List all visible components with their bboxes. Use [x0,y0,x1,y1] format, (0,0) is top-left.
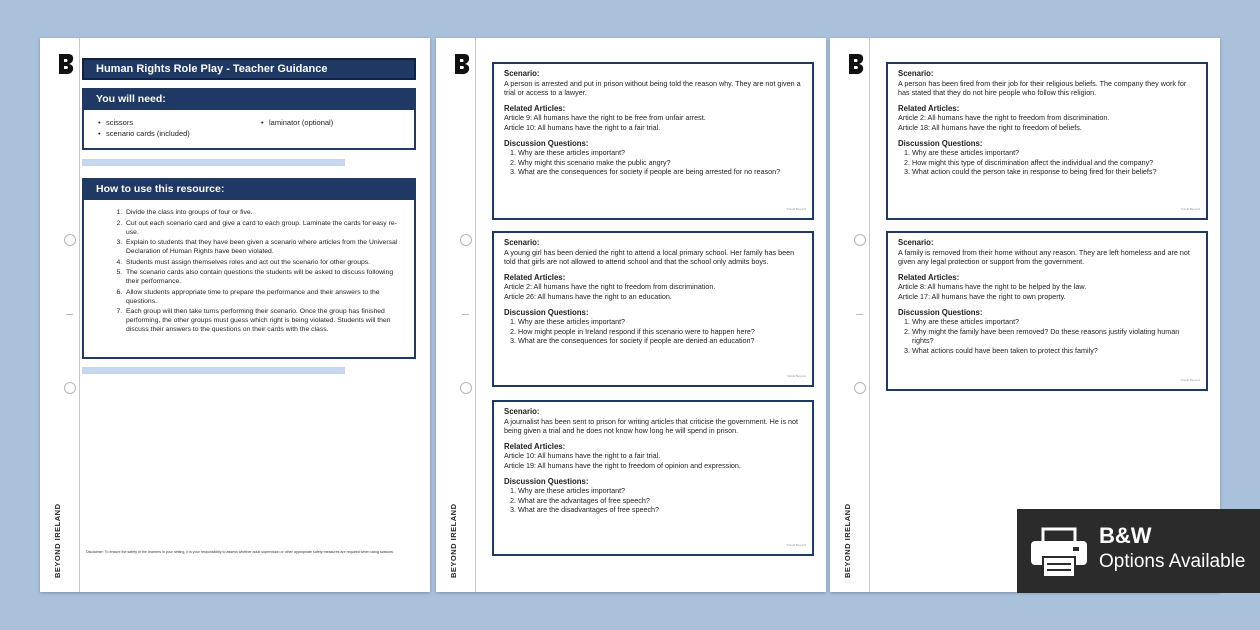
related-heading: Related Articles: [504,103,566,113]
punch-hole [64,382,76,394]
question-item: 2. Why might this scenario make the public angry? [518,158,804,168]
questions-heading: Discussion Questions: [898,307,983,317]
questions-list [504,317,804,346]
scenario-card [886,62,1208,220]
question-item: 1. Why are these articles important? [518,486,804,496]
materials-heading: You will need: [84,90,414,110]
guidance-page [40,38,430,592]
article-line: Article 2: All humans have the right to freedom from discrimination. [504,282,716,292]
scenario-text: A journalist has been sent to prison for writing articles that criticise the government. He is not being given a trial and he does not know how long he will spend in prison. [504,416,799,436]
beyond-logo-icon [56,52,76,76]
questions-list [504,486,804,515]
article-line: Article 18: All humans have the right to freedom of beliefs. [898,122,1082,132]
punch-hole [64,234,76,246]
bw-title: B&W [1099,523,1152,548]
question-item: 3. What actions could have been taken to protect this family? [912,346,1198,356]
beyond-logo-icon [452,52,472,76]
materials-list [84,110,414,148]
instructions-heading: How to use this resource: [84,180,414,200]
scenario-heading: Scenario: [504,69,540,78]
brand-side-label: BEYOND IRELAND [449,503,458,578]
instruction-step: 1. Divide the class into groups of four or five. [124,208,400,217]
article-line: Article 19: All humans have the right to freedom of opinion and expression. [504,460,741,470]
punch-hole [460,234,472,246]
article-line: Article 26: All humans have the right to an education. [504,291,672,301]
scenario-card [492,400,814,556]
question-item: 3. What action could the person take in response to being fired for their beliefs? [912,167,1198,177]
related-heading: Related Articles: [504,441,566,451]
instruction-step: 2. Cut out each scenario card and give a card to each group. Laminate the cards for easy re-use. [124,219,400,237]
scenario-page-1 [436,38,826,592]
instructions-box [82,178,416,359]
scenario-card [492,231,814,387]
scenario-heading: Scenario: [504,238,540,247]
card-footer: Twinkl Beyond [1180,378,1200,383]
fold-mark [66,314,73,315]
scenario-text: A young girl has been denied the right to attend a local primary school. Her family has been told that girls are not allowed to attend school and that the school only admits boys. [504,247,795,267]
scenario-text: A person has been fired from their job for their religious beliefs. The company they work for has stated that they do not hire people who follow this religion. [898,78,1187,98]
question-item: 3. What are the consequences for society if people are being arrested for no reason? [518,167,804,177]
question-item: 1. Why are these articles important? [518,148,804,158]
materials-item: • laminator (optional) [269,118,333,127]
questions-heading: Discussion Questions: [898,138,983,148]
card-footer: Twinkl Beyond [786,207,806,212]
instruction-step: 5. The scenario cards also contain questions the students will be asked to discuss following their performance. [124,268,400,286]
binding-margin [475,38,476,592]
questions-heading: Discussion Questions: [504,476,589,486]
materials-item: • scenario cards (included) [106,129,190,138]
punch-hole [854,382,866,394]
printer-icon [1029,527,1089,579]
scenario-card [886,231,1208,391]
scenario-heading: Scenario: [898,69,934,78]
article-line: Article 9: All humans have the right to be free from unfair arrest. [504,113,706,123]
materials-item: • scissors [106,118,133,127]
instruction-step: 6. Allow students appropriate time to prepare the performance and their answers to the questions. [124,288,400,306]
related-heading: Related Articles: [504,272,566,282]
card-footer: Twinkl Beyond [786,374,806,379]
question-item: 1. Why are these articles important? [518,317,804,327]
questions-list [504,148,804,177]
question-item: 2. How might people in Ireland respond if this scenario were to happen here? [518,327,804,337]
card-footer: Twinkl Beyond [786,543,806,548]
punch-hole [460,382,472,394]
questions-heading: Discussion Questions: [504,138,589,148]
binding-margin [79,38,80,592]
questions-list [898,148,1198,177]
article-line: Article 2: All humans have the right to freedom from discrimination. [898,113,1110,123]
disclaimer-text: Disclaimer: To ensure the safety of the learners in your setting, it is your responsibility to assess whether adult supervision or other appropriate safety measures are required when using scissors. [86,550,394,554]
materials-box [82,88,416,150]
beyond-logo-icon [846,52,866,76]
question-item: 1. Why are these articles important? [912,317,1198,327]
scenario-heading: Scenario: [898,238,934,247]
article-line: Article 17: All humans have the right to own property. [898,291,1066,301]
instruction-step: 4. Students must assign themselves roles and act out the scenario for other groups. [124,258,400,267]
bw-subtitle: Options Available [1099,551,1246,572]
page-title: Human Rights Role Play - Teacher Guidance [82,58,416,80]
article-line: Article 10: All humans have the right to a fair trial. [504,122,661,132]
bw-options-banner[interactable] [1017,509,1260,593]
related-heading: Related Articles: [898,103,960,113]
scenario-heading: Scenario: [504,407,540,416]
instruction-step: 3. Explain to students that they have been given a scenario where articles from the Universal Declaration of Human Rights have been violated. [124,238,400,256]
article-line: Article 10: All humans have the right to a fair trial. [504,451,661,461]
fold-mark [462,314,469,315]
card-footer: Twinkl Beyond [1180,207,1200,212]
binding-margin [869,38,870,592]
questions-list [898,317,1198,355]
decorative-strip [82,367,345,374]
question-item: 2. What are the advantages of free speech? [518,496,804,506]
article-line: Article 8: All humans have the right to be helped by the law. [898,282,1087,292]
scenario-card [492,62,814,220]
question-item: 3. What are the consequences for society if people are denied an education? [518,336,804,346]
question-item: 3. What are the disadvantages of free speech? [518,505,804,515]
decorative-strip [82,159,345,166]
related-heading: Related Articles: [898,272,960,282]
punch-hole [854,234,866,246]
instruction-step: 7. Each group will then take turns performing their scenario. Once the group has finished performing, the other groups must guess which right is being violated. Students will then discuss their answers to the questions on their cards with the class. [124,307,400,334]
questions-heading: Discussion Questions: [504,307,589,317]
scenario-text: A family is removed from their home without any reason. They are left homeless and are not given any legal protection or support from the government. [898,247,1190,267]
brand-side-label: BEYOND IRELAND [53,503,62,578]
question-item: 2. How might this type of discrimination affect the individual and the company? [912,158,1198,168]
question-item: 2. Why might the family have been removed? Do these reasons justify violating human rights? [912,327,1198,346]
instructions-list [84,200,414,334]
scenario-text: A person is arrested and put in prison without being told the reason why. They are not given a trial or access to a lawyer. [504,78,801,98]
brand-side-label: BEYOND IRELAND [843,503,852,578]
fold-mark [856,314,863,315]
question-item: 1. Why are these articles important? [912,148,1198,158]
